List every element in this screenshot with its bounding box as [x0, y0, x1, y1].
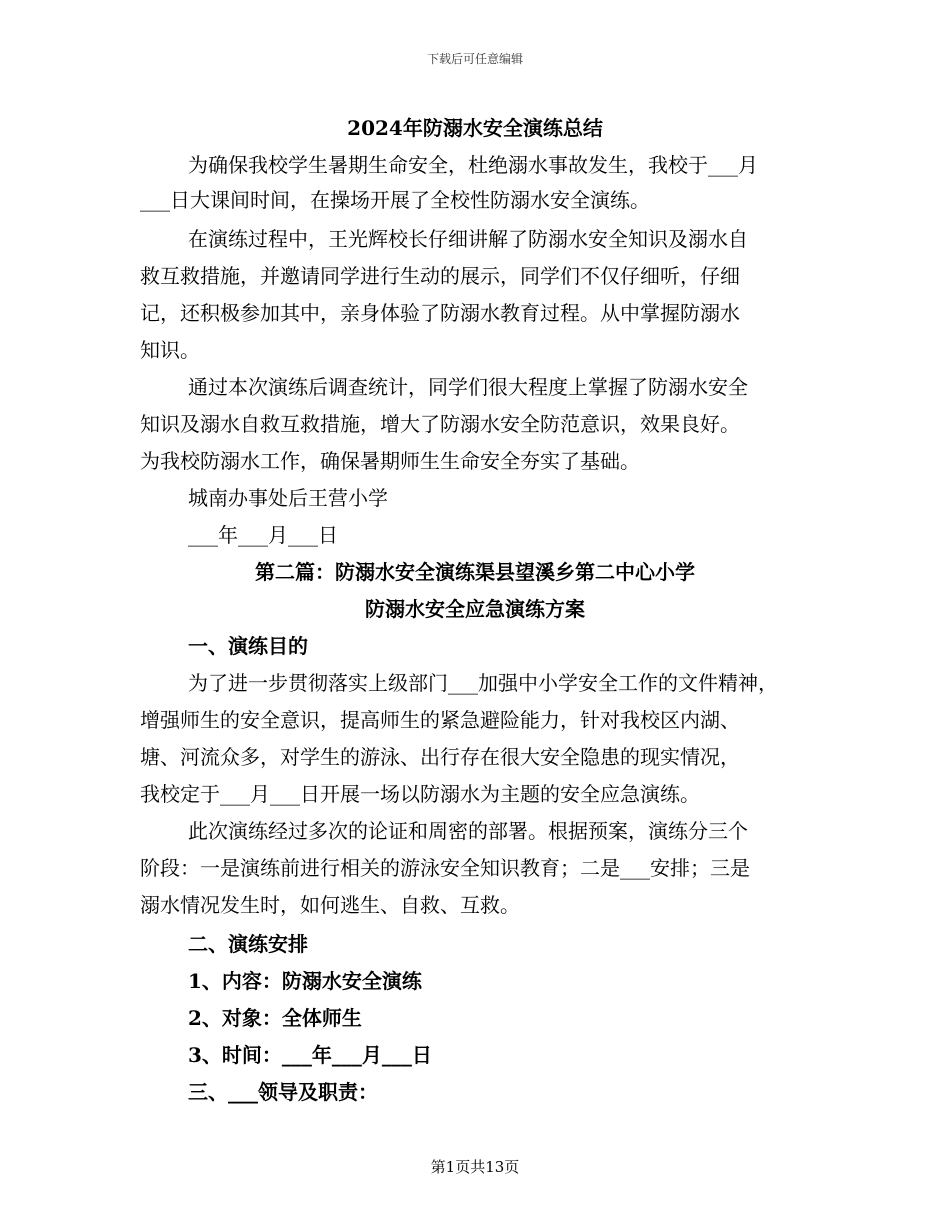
paragraph-3-line-1: 通过本次演练后调查统计，同学们很大程度上掌握了防溺水安全 — [188, 375, 748, 399]
paragraph-3-line-2: 知识及溺水自救互救措施，增大了防溺水安全防范意识，效果良好。 — [140, 412, 740, 436]
paragraph-1-line-2: ___日大课间时间，在操场开展了全校性防溺水安全演练。 — [140, 188, 650, 212]
paragraph-4-line-2: 增强师生的安全意识，提高师生的紧急避险能力，针对我校区内湖、 — [140, 708, 740, 732]
paragraph-2-line-4: 知识。 — [140, 338, 200, 362]
section2-title-line-1: 第二篇：防溺水安全演练渠县望溪乡第二中心小学 — [255, 560, 695, 584]
paragraph-3-line-3: 为我校防溺水工作，确保暑期师生生命安全夯实了基础。 — [140, 449, 640, 473]
signature-school: 城南办事处后王营小学 — [188, 486, 388, 510]
paragraph-4-line-3: 塘、河流众多，对学生的游泳、出行存在很大安全隐患的现实情况， — [140, 745, 740, 769]
arrangement-item-time: 3、时间：___年___月___日 — [188, 1043, 432, 1067]
paragraph-2-line-1: 在演练过程中，王光辉校长仔细讲解了防溺水安全知识及溺水自 — [188, 227, 748, 251]
heading-leadership-duties: 三、___领导及职责： — [188, 1080, 378, 1104]
section2-title-line-2: 防溺水安全应急演练方案 — [365, 597, 585, 621]
paragraph-2-line-2: 救互救措施，并邀请同学进行生动的展示，同学们不仅仔细听，仔细 — [140, 264, 740, 288]
document-title: 2024年防溺水安全演练总结 — [347, 116, 603, 140]
paragraph-5-line-1: 此次演练经过多次的论证和周密的部署。根据预案，演练分三个 — [188, 819, 748, 843]
page-header-note: 下载后可任意编辑 — [426, 52, 523, 66]
page-footer-page-number: 第1页共13页 — [430, 1158, 520, 1176]
paragraph-5-line-3: 溺水情况发生时，如何逃生、自救、互救。 — [140, 893, 520, 917]
paragraph-4-line-4: 我校定于___月___日开展一场以防溺水为主题的安全应急演练。 — [140, 782, 700, 806]
arrangement-item-content: 1、内容：防溺水安全演练 — [188, 969, 422, 993]
paragraph-5-line-2: 阶段：一是演练前进行相关的游泳安全知识教育；二是___安排；三是 — [140, 856, 750, 880]
paragraph-4-line-1: 为了进一步贯彻落实上级部门___加强中小学安全工作的文件精神， — [188, 671, 778, 695]
paragraph-1-line-1: 为确保我校学生暑期生命安全，杜绝溺水事故发生，我校于___月 — [188, 153, 758, 177]
arrangement-item-audience: 2、对象：全体师生 — [188, 1006, 362, 1030]
signature-date: ___年___月___日 — [188, 523, 338, 547]
heading-drill-purpose: 一、演练目的 — [188, 634, 308, 658]
heading-drill-arrangement: 二、演练安排 — [188, 932, 308, 956]
paragraph-2-line-3: 记，还积极参加其中，亲身体验了防溺水教育过程。从中掌握防溺水 — [140, 301, 740, 325]
